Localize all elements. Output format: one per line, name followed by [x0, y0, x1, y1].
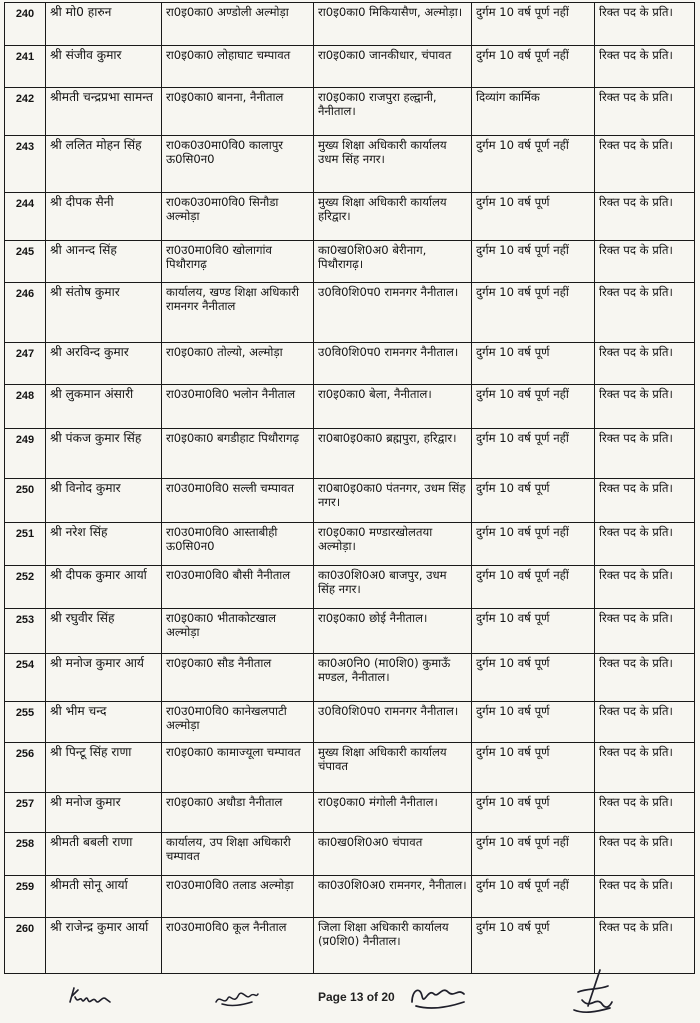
cell-current-posting: रा0उ0मा0वि0 आस्ताबीही ऊ0सि0न0: [162, 523, 314, 566]
cell-serial-number: 252: [5, 566, 46, 609]
cell-serial-number: 250: [5, 479, 46, 523]
signature-2: [212, 984, 262, 1010]
table-row: [5, 3, 695, 46]
cell-remark: रिक्त पद के प्रति।: [595, 385, 695, 429]
cell-remark: रिक्त पद के प्रति।: [595, 523, 695, 566]
cell-serial-number: 249: [5, 429, 46, 479]
cell-reason: दुर्गम 10 वर्ष पूर्ण नहीं: [472, 429, 595, 479]
cell-serial-number: 259: [5, 876, 46, 918]
cell-remark: रिक्त पद के प्रति।: [595, 654, 695, 702]
transfer-list-table: [4, 2, 695, 974]
table-row: [5, 609, 695, 654]
cell-employee-name: श्री आनन्द सिंह: [46, 241, 162, 283]
cell-transfer-posting: रा0इ0का0 मिकियासैण, अल्मोड़ा।: [314, 3, 472, 46]
cell-reason: दुर्गम 10 वर्ष पूर्ण नहीं: [472, 876, 595, 918]
cell-current-posting: कार्यालय, उप शिक्षा अधिकारी चम्पावत: [162, 833, 314, 876]
cell-transfer-posting: का0ख0शि0अ0 चंपावत: [314, 833, 472, 876]
table-row: [5, 385, 695, 429]
cell-serial-number: 260: [5, 918, 46, 974]
cell-remark: रिक्त पद के प्रति।: [595, 241, 695, 283]
cell-serial-number: 247: [5, 343, 46, 385]
table-row: [5, 343, 695, 385]
cell-transfer-posting: का0ख0शि0अ0 बेरीनाग, पिथौरागढ़।: [314, 241, 472, 283]
cell-remark: रिक्त पद के प्रति।: [595, 88, 695, 136]
cell-employee-name: श्री ललित मोहन सिंह: [46, 136, 162, 193]
cell-reason: दुर्गम 10 वर्ष पूर्ण: [472, 193, 595, 241]
cell-serial-number: 240: [5, 3, 46, 46]
cell-remark: रिक्त पद के प्रति।: [595, 876, 695, 918]
cell-reason: दुर्गम 10 वर्ष पूर्ण नहीं: [472, 283, 595, 343]
cell-serial-number: 242: [5, 88, 46, 136]
cell-current-posting: रा0उ0मा0वि0 खोलागांव पिथौरागढ़: [162, 241, 314, 283]
table-row: [5, 876, 695, 918]
cell-transfer-posting: उ0वि0शि0प0 रामनगर नैनीताल।: [314, 702, 472, 743]
signature-3: [406, 980, 470, 1012]
cell-reason: दुर्गम 10 वर्ष पूर्ण नहीं: [472, 136, 595, 193]
table-row: [5, 793, 695, 833]
cell-remark: रिक्त पद के प्रति।: [595, 46, 695, 88]
cell-employee-name: श्री राजेन्द्र कुमार आर्या: [46, 918, 162, 974]
table-row: [5, 136, 695, 193]
cell-transfer-posting: जिला शिक्षा अधिकारी कार्यालय (प्र0शि0) नैनीताल।: [314, 918, 472, 974]
cell-reason: दुर्गम 10 वर्ष पूर्ण: [472, 343, 595, 385]
cell-employee-name: श्री मो0 हारुन: [46, 3, 162, 46]
cell-reason: दुर्गम 10 वर्ष पूर्ण नहीं: [472, 833, 595, 876]
cell-serial-number: 241: [5, 46, 46, 88]
cell-reason: दुर्गम 10 वर्ष पूर्ण: [472, 479, 595, 523]
cell-serial-number: 243: [5, 136, 46, 193]
cell-current-posting: कार्यालय, खण्ड शिक्षा अधिकारी रामनगर नैनीताल: [162, 283, 314, 343]
signature-4: [566, 966, 616, 1020]
cell-reason: दुर्गम 10 वर्ष पूर्ण: [472, 793, 595, 833]
table-row: [5, 523, 695, 566]
cell-remark: रिक्त पद के प्रति।: [595, 479, 695, 523]
cell-remark: रिक्त पद के प्रति।: [595, 566, 695, 609]
cell-employee-name: श्री मनोज कुमार: [46, 793, 162, 833]
cell-transfer-posting: का0अ0नि0 (मा0शि0) कुमाऊँ मण्डल, नैनीताल।: [314, 654, 472, 702]
table-row: [5, 429, 695, 479]
cell-serial-number: 257: [5, 793, 46, 833]
cell-remark: रिक्त पद के प्रति।: [595, 702, 695, 743]
cell-remark: रिक्त पद के प्रति।: [595, 193, 695, 241]
cell-reason: दुर्गम 10 वर्ष पूर्ण नहीं: [472, 385, 595, 429]
cell-current-posting: रा0इ0का0 लोहाघाट चम्पावत: [162, 46, 314, 88]
table-row: [5, 702, 695, 743]
cell-transfer-posting: रा0इ0का0 मण्डारखोलतया अल्मोड़ा।: [314, 523, 472, 566]
cell-employee-name: श्रीमती चन्द्रप्रभा सामन्त: [46, 88, 162, 136]
cell-serial-number: 245: [5, 241, 46, 283]
table-row: [5, 566, 695, 609]
cell-employee-name: श्री मनोज कुमार आर्य: [46, 654, 162, 702]
cell-reason: दुर्गम 10 वर्ष पूर्ण: [472, 609, 595, 654]
cell-transfer-posting: उ0वि0शि0प0 रामनगर नैनीताल।: [314, 343, 472, 385]
table-row: [5, 479, 695, 523]
cell-remark: रिक्त पद के प्रति।: [595, 609, 695, 654]
cell-reason: दिव्यांग कार्मिक: [472, 88, 595, 136]
cell-employee-name: श्री अरविन्द कुमार: [46, 343, 162, 385]
cell-employee-name: श्री विनोद कुमार: [46, 479, 162, 523]
cell-current-posting: रा0उ0मा0वि0 कानेखलपाटी अल्मोड़ा: [162, 702, 314, 743]
table-row: [5, 743, 695, 793]
cell-reason: दुर्गम 10 वर्ष पूर्ण: [472, 702, 595, 743]
cell-current-posting: रा0इ0का0 सौड नैनीताल: [162, 654, 314, 702]
page-number: Page 13 of 20: [318, 990, 395, 1004]
cell-employee-name: श्री संतोष कुमार: [46, 283, 162, 343]
cell-remark: रिक्त पद के प्रति।: [595, 3, 695, 46]
cell-current-posting: रा0इ0का0 अधौडा नैनीताल: [162, 793, 314, 833]
cell-transfer-posting: मुख्य शिक्षा अधिकारी कार्यालय उधम सिंह नगर।: [314, 136, 472, 193]
table-row: [5, 283, 695, 343]
cell-remark: रिक्त पद के प्रति।: [595, 136, 695, 193]
cell-employee-name: श्री दीपक कुमार आर्या: [46, 566, 162, 609]
table-body: [5, 3, 695, 974]
cell-current-posting: रा0उ0मा0वि0 भलोन नैनीताल: [162, 385, 314, 429]
cell-transfer-posting: का0उ0शि0अ0 बाजपुर, उधम सिंह नगर।: [314, 566, 472, 609]
cell-serial-number: 256: [5, 743, 46, 793]
cell-employee-name: श्रीमती सोनू आर्या: [46, 876, 162, 918]
cell-current-posting: रा0इ0का0 तोल्यो, अल्मोड़ा: [162, 343, 314, 385]
cell-transfer-posting: मुख्य शिक्षा अधिकारी कार्यालय चंपावत: [314, 743, 472, 793]
cell-transfer-posting: रा0इ0का0 जानकीधार, चंपावत: [314, 46, 472, 88]
cell-current-posting: रा0इ0का0 बानना, नैनीताल: [162, 88, 314, 136]
cell-current-posting: रा0इ0का0 कामाज्यूला चम्पावत: [162, 743, 314, 793]
page-footer: [0, 980, 700, 1023]
cell-reason: दुर्गम 10 वर्ष पूर्ण: [472, 743, 595, 793]
cell-remark: रिक्त पद के प्रति।: [595, 283, 695, 343]
cell-current-posting: रा0क0उ0मा0वि0 कालापुर ऊ0सि0न0: [162, 136, 314, 193]
cell-transfer-posting: मुख्य शिक्षा अधिकारी कार्यालय हरिद्वार।: [314, 193, 472, 241]
cell-serial-number: 251: [5, 523, 46, 566]
cell-current-posting: रा0उ0मा0वि0 सल्ली चम्पावत: [162, 479, 314, 523]
cell-remark: रिक्त पद के प्रति।: [595, 429, 695, 479]
cell-serial-number: 258: [5, 833, 46, 876]
cell-employee-name: श्री पंकज कुमार सिंह: [46, 429, 162, 479]
cell-current-posting: रा0इ0का0 अण्डोली अल्मोड़ा: [162, 3, 314, 46]
cell-current-posting: रा0उ0मा0वि0 कूल नैनीताल: [162, 918, 314, 974]
cell-transfer-posting: का0उ0शि0अ0 रामनगर, नैनीताल।: [314, 876, 472, 918]
cell-current-posting: रा0उ0मा0वि0 बौसी नैनीताल: [162, 566, 314, 609]
cell-reason: दुर्गम 10 वर्ष पूर्ण नहीं: [472, 523, 595, 566]
cell-transfer-posting: रा0बा0इ0का0 पंतनगर, उधम सिंह नगर।: [314, 479, 472, 523]
table-row: [5, 46, 695, 88]
cell-reason: दुर्गम 10 वर्ष पूर्ण नहीं: [472, 3, 595, 46]
cell-current-posting: रा0इ0का0 भीताकोटखाल अल्मोड़ा: [162, 609, 314, 654]
cell-employee-name: श्री पिन्टू सिंह राणा: [46, 743, 162, 793]
cell-reason: दुर्गम 10 वर्ष पूर्ण: [472, 654, 595, 702]
cell-reason: दुर्गम 10 वर्ष पूर्ण नहीं: [472, 566, 595, 609]
table-row: [5, 241, 695, 283]
cell-employee-name: श्री भीम चन्द: [46, 702, 162, 743]
cell-serial-number: 244: [5, 193, 46, 241]
cell-transfer-posting: रा0इ0का0 छोई नैनीताल।: [314, 609, 472, 654]
cell-remark: रिक्त पद के प्रति।: [595, 743, 695, 793]
signature-1: [66, 984, 114, 1010]
cell-employee-name: श्री नरेश सिंह: [46, 523, 162, 566]
cell-reason: दुर्गम 10 वर्ष पूर्ण नहीं: [472, 46, 595, 88]
cell-employee-name: श्री लुकमान अंसारी: [46, 385, 162, 429]
cell-transfer-posting: रा0इ0का0 बेला, नैनीताल।: [314, 385, 472, 429]
cell-remark: रिक्त पद के प्रति।: [595, 833, 695, 876]
cell-current-posting: रा0इ0का0 बगडीहाट पिथौरागढ़: [162, 429, 314, 479]
cell-employee-name: श्रीमती बबली राणा: [46, 833, 162, 876]
cell-employee-name: श्री रघुवीर सिंह: [46, 609, 162, 654]
cell-serial-number: 254: [5, 654, 46, 702]
table-row: [5, 88, 695, 136]
cell-reason: दुर्गम 10 वर्ष पूर्ण नहीं: [472, 241, 595, 283]
table-row: [5, 193, 695, 241]
table-row: [5, 654, 695, 702]
cell-serial-number: 248: [5, 385, 46, 429]
cell-transfer-posting: रा0इ0का0 राजपुरा हल्द्वानी, नैनीताल।: [314, 88, 472, 136]
cell-remark: रिक्त पद के प्रति।: [595, 918, 695, 974]
cell-current-posting: रा0क0उ0मा0वि0 सिनौडा अल्मोड़ा: [162, 193, 314, 241]
cell-reason: दुर्गम 10 वर्ष पूर्ण: [472, 918, 595, 974]
cell-serial-number: 255: [5, 702, 46, 743]
cell-transfer-posting: रा0बा0इ0का0 ब्रह्मपुरा, हरिद्वार।: [314, 429, 472, 479]
cell-remark: रिक्त पद के प्रति।: [595, 793, 695, 833]
cell-transfer-posting: उ0वि0शि0प0 रामनगर नैनीताल।: [314, 283, 472, 343]
cell-serial-number: 253: [5, 609, 46, 654]
cell-remark: रिक्त पद के प्रति।: [595, 343, 695, 385]
cell-transfer-posting: रा0इ0का0 मंगोली नैनीताल।: [314, 793, 472, 833]
cell-employee-name: श्री दीपक सैनी: [46, 193, 162, 241]
cell-employee-name: श्री संजीव कुमार: [46, 46, 162, 88]
cell-current-posting: रा0उ0मा0वि0 तलाड अल्मोड़ा: [162, 876, 314, 918]
table-row: [5, 833, 695, 876]
cell-serial-number: 246: [5, 283, 46, 343]
